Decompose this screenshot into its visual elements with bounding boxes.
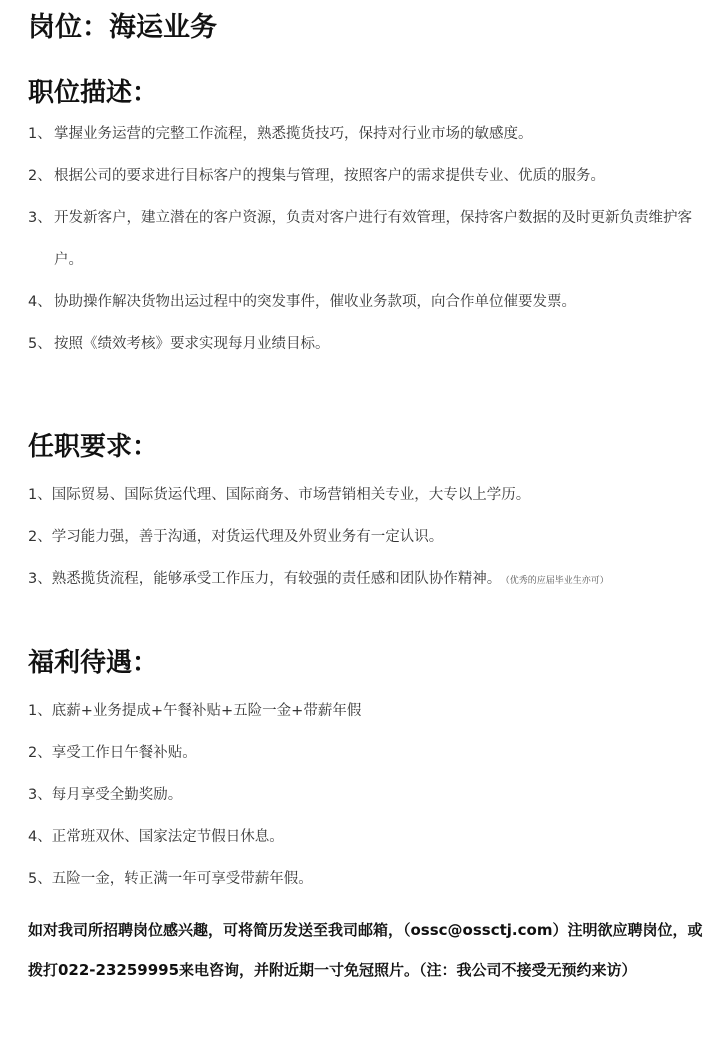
list-item xyxy=(28,732,718,774)
item-number: 3、 xyxy=(28,787,52,803)
job-title: 岗位：海运业务 xyxy=(28,12,217,43)
description-list xyxy=(28,113,718,365)
item-text: 每月享受全勤奖励。 xyxy=(51,787,183,803)
list-item xyxy=(28,113,718,155)
item-number: 3、 xyxy=(28,571,52,587)
item-number: 2、 xyxy=(28,168,52,184)
item-number: 4、 xyxy=(28,829,52,845)
item-text: 掌握业务运营的完整工作流程，熟悉揽货技巧，保持对行业市场的敏感度。 xyxy=(54,126,533,142)
item-number: 4、 xyxy=(28,294,52,310)
list-item xyxy=(28,516,718,558)
list-item xyxy=(28,774,718,816)
list-item xyxy=(28,197,718,281)
item-number: 2、 xyxy=(28,529,52,545)
item-number: 5、 xyxy=(28,336,52,352)
benefits-list xyxy=(28,690,718,900)
item-text: 按照《绩效考核》要求实现每月业绩目标。 xyxy=(54,336,330,352)
item-text: 底薪+业务提成+午餐补贴+五险一金+带薪年假 xyxy=(51,703,362,719)
item-text: 熟悉揽货流程，能够承受工作压力，有较强的责任感和团队协作精神。 xyxy=(51,571,502,587)
list-item xyxy=(28,323,718,365)
item-number: 1、 xyxy=(28,703,52,719)
item-text: 协助操作解决货物出运过程中的突发事件，催收业务款项，向合作单位催要发票。 xyxy=(54,294,576,310)
list-item xyxy=(28,816,718,858)
item-number: 1、 xyxy=(28,126,52,142)
requirements-list xyxy=(28,474,718,602)
item-text: 五险一金，转正满一年可享受带薪年假。 xyxy=(51,871,313,887)
list-item xyxy=(28,281,718,323)
requirements-heading: 任职要求： xyxy=(28,432,159,462)
item-number: 1、 xyxy=(28,487,52,503)
item-number: 2、 xyxy=(28,745,52,761)
item-text: 开发新客户，建立潜在的客户资源，负责对客户进行有效管理，保持客户数据的及时更新负责维护客户。 xyxy=(54,210,692,268)
item-text: 学习能力强，善于沟通，对货运代理及外贸业务有一定认识。 xyxy=(51,529,444,545)
item-text: 享受工作日午餐补贴。 xyxy=(51,745,197,761)
item-text: 根据公司的要求进行目标客户的搜集与管理，按照客户的需求提供专业、优质的服务。 xyxy=(54,168,605,184)
list-item xyxy=(28,155,718,197)
item-number: 3、 xyxy=(28,210,52,226)
item-text: 国际贸易、国际货运代理、国际商务、市场营销相关专业，大专以上学历。 xyxy=(51,487,531,503)
item-note: （优秀的应届毕业生亦可） xyxy=(505,576,609,586)
list-item xyxy=(28,858,718,900)
item-number: 5、 xyxy=(28,871,52,887)
list-item xyxy=(28,558,718,602)
description-heading: 职位描述： xyxy=(28,78,159,108)
list-item xyxy=(28,690,718,732)
benefits-heading: 福利待遇： xyxy=(28,648,159,678)
contact-paragraph: 如对我司所招聘岗位感兴趣，可将简历发送至我司邮箱，（ossc@ossctj.com）注明欲应聘岗位，或拨打022-23259995来电咨询，并附近期一寸免冠照片。（注：我公司不接受无预约来访） xyxy=(28,921,703,979)
list-item xyxy=(28,474,718,516)
item-text: 正常班双休、国家法定节假日休息。 xyxy=(51,829,284,845)
